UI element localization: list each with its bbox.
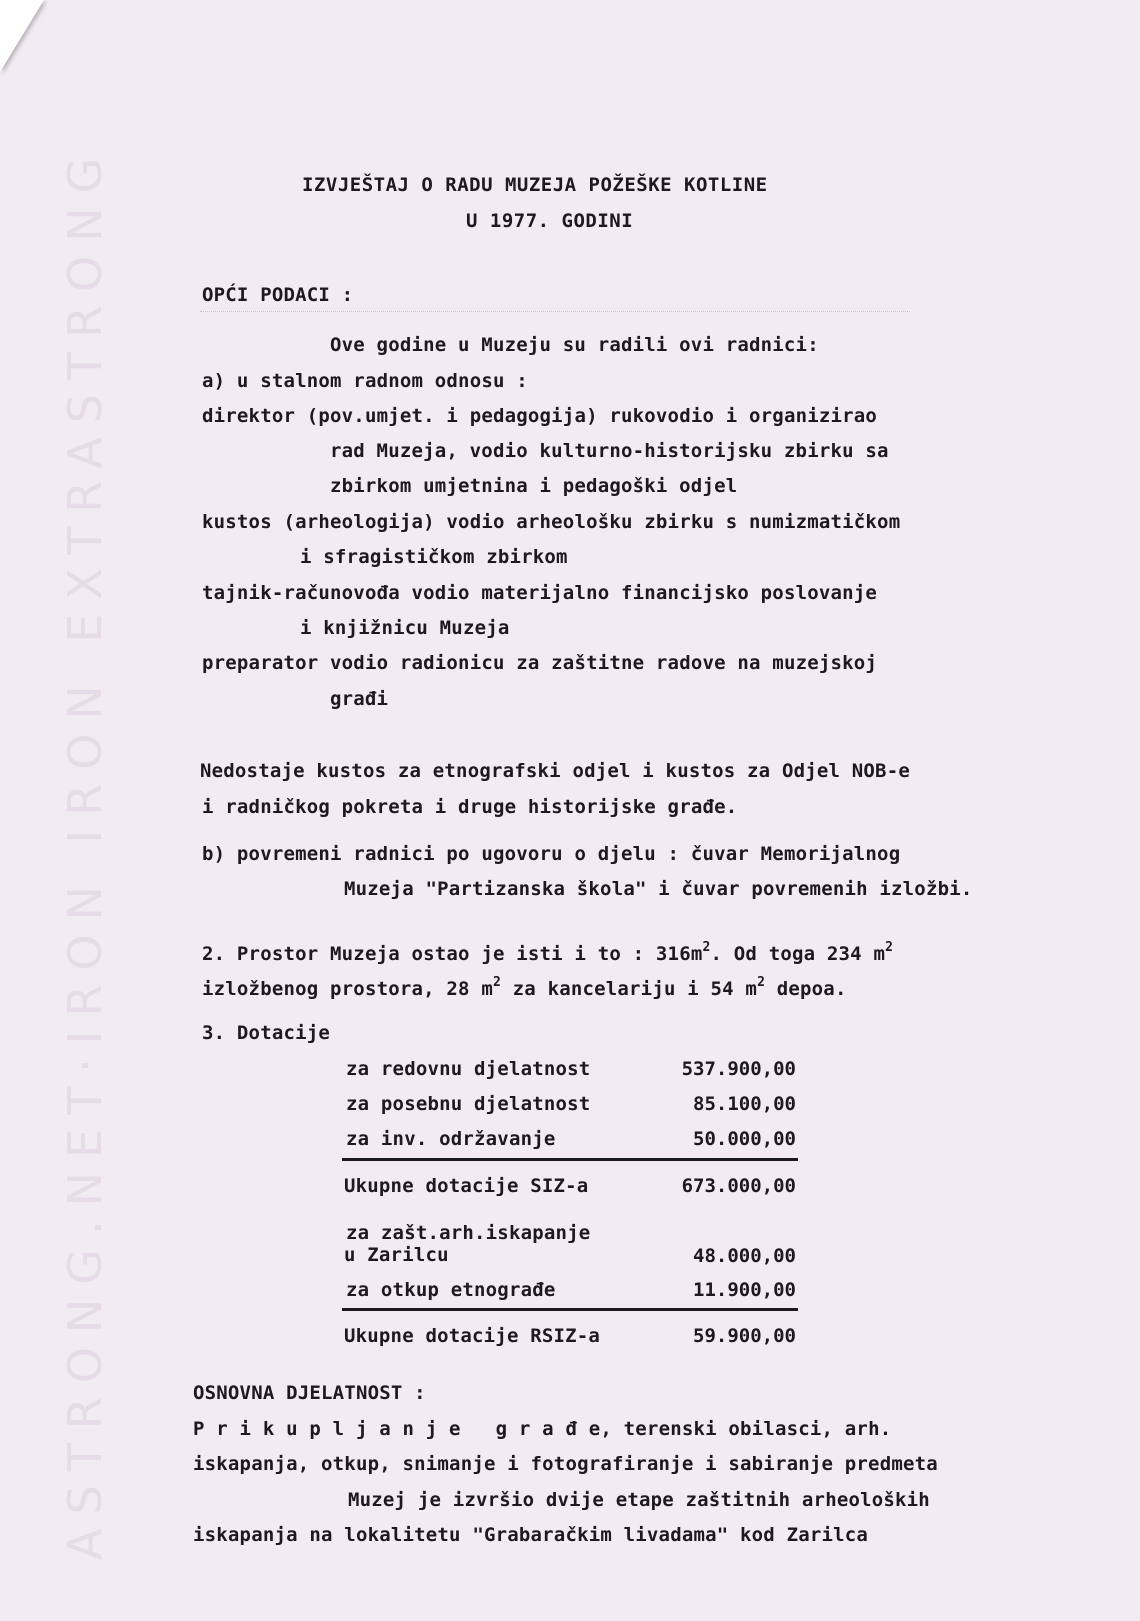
- missing-staff-line1: Nedostaje kustos za etnografski odjel i kustos za Odjel NOB-e: [200, 760, 910, 782]
- funding-row-label: za otkup etnograđe: [346, 1279, 556, 1301]
- section-b-line1: b) povremeni radnici po ugovoru o djelu : čuvar Memorijalnog: [202, 843, 901, 865]
- secretary-line2: i knjižnicu Muzeja: [300, 617, 510, 639]
- total-rule: [342, 1308, 798, 1311]
- dotted-guide: [200, 311, 910, 312]
- section-b-line2: Muzeja "Partizanska škola" i čuvar povremenih izložbi.: [344, 878, 973, 900]
- section-a-heading: a) u stalnom radnom odnosu :: [202, 370, 528, 392]
- curator-line1: kustos (arheologija) vodio arheološku zbirku s numizmatičkom: [202, 511, 901, 533]
- funding-row-label: za zašt.arh.iskapanje: [346, 1222, 591, 1244]
- funding-total-amount: 673.000,00: [681, 1175, 796, 1197]
- funding-row-amount: 48.000,00: [693, 1245, 796, 1267]
- funding-row-label: za redovnu djelatnost: [346, 1058, 591, 1080]
- funding-total-label: Ukupne dotacije SIZ-a: [344, 1175, 589, 1197]
- paper-watermark: ASTRONG.NET·IRON IRON EXTRASTRONG: [58, 143, 112, 1560]
- director-line1: direktor (pov.umjet. i pedagogija) rukovodio i organizirao: [202, 405, 878, 427]
- funding-total-amount: 59.900,00: [693, 1325, 796, 1347]
- folded-corner: [0, 0, 44, 72]
- basic-line3: Muzej je izvršio dvije etape zaštitnih arheoloških: [348, 1489, 930, 1511]
- report-title-line2: U 1977. GODINI: [466, 210, 634, 232]
- curator-line2: i sfragističkom zbirkom: [300, 546, 568, 568]
- basic-activity-heading: OSNOVNA DJELATNOST :: [193, 1382, 426, 1404]
- funding-row-amount: 50.000,00: [693, 1128, 796, 1150]
- funding-row-amount: 11.900,00: [693, 1279, 796, 1301]
- basic-line4: iskapanja na lokalitetu "Grabaračkim livadama" kod Zarilca: [193, 1524, 869, 1546]
- missing-staff-line2: i radničkog pokreta i druge historijske građe.: [202, 796, 738, 818]
- space-line2: izložbenog prostora, 28 $m^2$ za kancelariju i 54 $m^2$ depoa.: [202, 975, 847, 1000]
- funding-heading: 3. Dotacije: [202, 1022, 331, 1044]
- funding-row-label-continued: u Zarilcu: [344, 1244, 449, 1266]
- director-line2: rad Muzeja, vodio kulturno-historijsku zbirku sa: [330, 440, 889, 462]
- funding-total-label: Ukupne dotacije RSIZ-a: [344, 1325, 601, 1347]
- total-rule: [342, 1158, 798, 1161]
- report-title-line1: IZVJEŠTAJ O RADU MUZEJA POŽEŠKE KOTLINE: [302, 174, 768, 196]
- secretary-line1: tajnik-računovođa vodio materijalno financijsko poslovanje: [202, 582, 878, 604]
- funding-row-amount: 537.900,00: [681, 1058, 796, 1080]
- funding-row-amount: 85.100,00: [693, 1093, 796, 1115]
- preparator-line2: građi: [330, 688, 389, 710]
- basic-line2: iskapanja, otkup, snimanje i fotografiranje i sabiranje predmeta: [193, 1453, 938, 1475]
- funding-row-label: za posebnu djelatnost: [346, 1093, 591, 1115]
- preparator-line1: preparator vodio radionicu za zaštitne radove na muzejskoj: [202, 652, 878, 674]
- funding-row-label: za inv. održavanje: [346, 1128, 556, 1150]
- space-line1: 2. Prostor Muzeja ostao je isti i to : $316m^2$. Od toga 234 $m^2$: [202, 940, 894, 965]
- general-heading: OPĆI PODACI :: [202, 284, 354, 306]
- director-line3: zbirkom umjetnina i pedagoški odjel: [330, 475, 738, 497]
- general-intro: Ove godine u Muzeju su radili ovi radnici:: [330, 334, 819, 356]
- basic-line1: P r i k u p l j a n j e g r a đ e, terenski obilasci, arh.: [193, 1418, 892, 1440]
